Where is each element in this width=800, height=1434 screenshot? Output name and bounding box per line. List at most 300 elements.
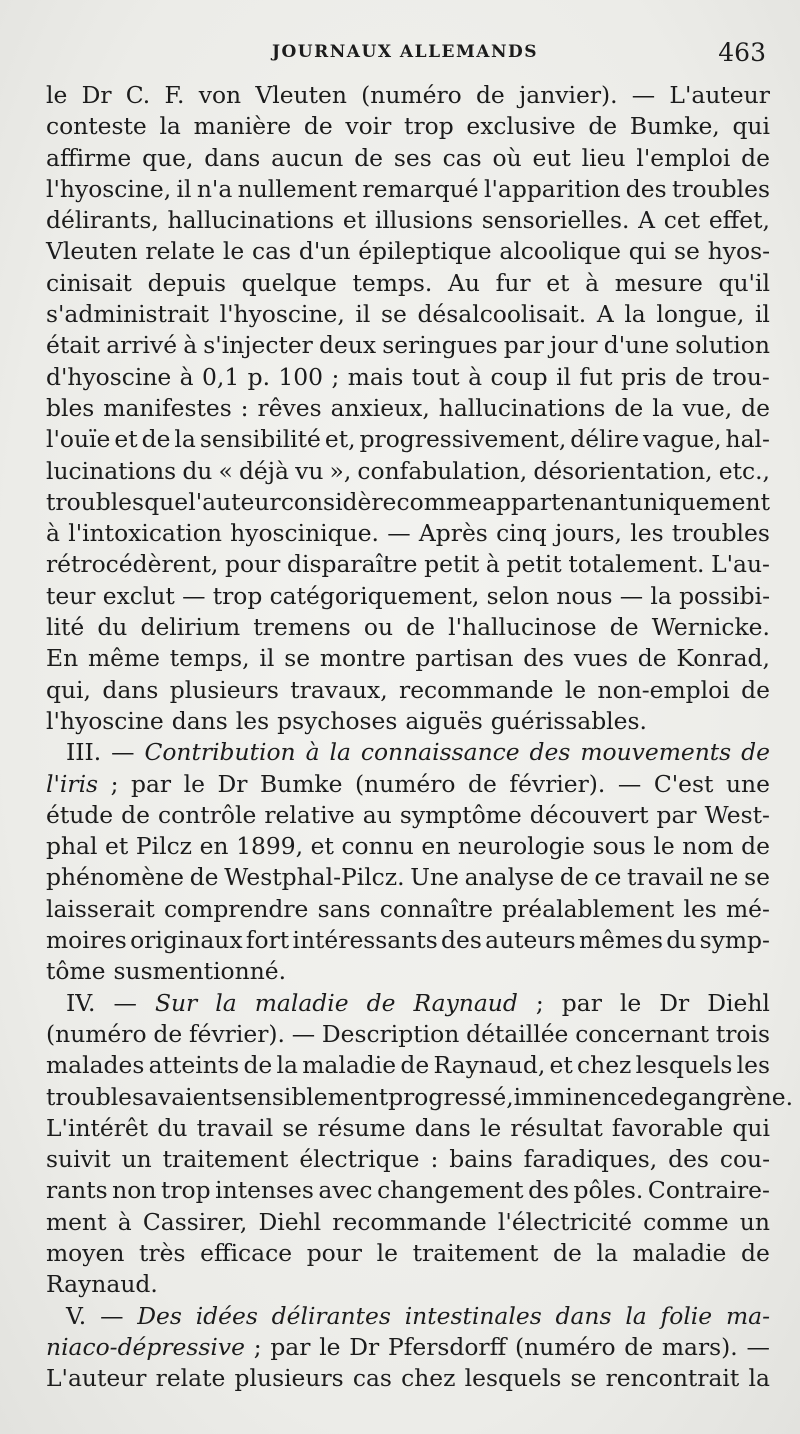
- word: progressé,: [388, 1082, 514, 1111]
- word: manifestes: [103, 393, 232, 422]
- word: détaillée: [466, 1019, 569, 1048]
- word: délirants,: [46, 206, 159, 235]
- word: cinisait: [46, 268, 132, 297]
- text-line: [46, 925, 770, 956]
- word: le: [619, 988, 642, 1017]
- word: niaco-dépressive: [46, 1332, 245, 1361]
- word: fort: [245, 926, 290, 955]
- text-line: [46, 205, 770, 236]
- word: à: [485, 550, 500, 579]
- word: en: [421, 832, 451, 861]
- word: West-: [704, 800, 770, 829]
- word: Westphal-Pilcz.: [224, 863, 405, 892]
- word: selon: [486, 581, 550, 610]
- word: de: [741, 832, 770, 861]
- text-line: [46, 988, 770, 1019]
- word: totalement.: [568, 550, 705, 579]
- word: l'apparition: [483, 174, 621, 203]
- word: déjà: [238, 456, 289, 485]
- word: de: [243, 1051, 273, 1080]
- word: l'hallucinose: [448, 613, 597, 642]
- word: de: [588, 112, 618, 141]
- word: troubles: [671, 519, 770, 548]
- word: rêves: [257, 393, 322, 422]
- word: —: [291, 1019, 316, 1048]
- word: rétrocédèrent,: [46, 550, 219, 579]
- word: originaux: [130, 926, 243, 955]
- word: la: [748, 1364, 770, 1393]
- word: En: [46, 644, 79, 673]
- word: A: [596, 300, 614, 329]
- word: aucun: [271, 143, 344, 172]
- word: —: [113, 988, 137, 1017]
- text-line: [46, 612, 770, 643]
- word: cas: [352, 1364, 392, 1393]
- word: ment: [46, 1207, 107, 1236]
- word: l'électricité: [497, 1207, 632, 1236]
- text-line: [46, 894, 770, 925]
- word: et: [105, 832, 129, 861]
- word: eut: [532, 143, 571, 172]
- word: de: [741, 1238, 770, 1267]
- word: en: [199, 832, 229, 861]
- text-line: [46, 424, 770, 455]
- word: V.: [66, 1301, 87, 1330]
- word: désalcoolisait.: [417, 300, 587, 329]
- word: plusieurs: [169, 675, 279, 704]
- word: affirme: [46, 143, 132, 172]
- word: conteste: [46, 112, 147, 141]
- word: sous: [592, 832, 646, 861]
- word: neurologie: [457, 832, 586, 861]
- text-line: [46, 456, 770, 487]
- word: Raynaud,: [433, 1051, 546, 1080]
- word: Cassirer,: [142, 1207, 248, 1236]
- word: connaissance: [360, 738, 520, 767]
- word: symptôme: [399, 800, 522, 829]
- word: du: [182, 456, 213, 485]
- word: qui: [732, 1113, 770, 1142]
- word: Bumke,: [629, 112, 720, 141]
- word: sensorielles.: [481, 206, 630, 235]
- word: moires: [46, 926, 127, 955]
- word: de: [303, 112, 333, 141]
- word: traitement: [412, 1238, 539, 1267]
- word: temps,: [169, 644, 250, 673]
- word: délirantes: [271, 1301, 391, 1330]
- text-line: [46, 956, 770, 987]
- word: changement: [377, 1176, 524, 1205]
- word: s'administrait: [46, 300, 209, 329]
- text-line: [46, 1363, 770, 1394]
- word: (numéro: [514, 1332, 616, 1361]
- word: favorable: [611, 1113, 724, 1142]
- text-line: [46, 236, 770, 267]
- word: n'a: [196, 174, 233, 203]
- text-line: [46, 80, 770, 111]
- word: trop: [212, 581, 263, 610]
- word: L'au-: [711, 550, 770, 579]
- word: —: [617, 769, 642, 798]
- word: d'hyoscine: [46, 362, 172, 391]
- word: se: [284, 644, 311, 673]
- word: partisan: [415, 644, 514, 673]
- text-line: [46, 330, 770, 361]
- text-line: [46, 1113, 770, 1144]
- text-line: [46, 769, 770, 800]
- word: au: [362, 800, 392, 829]
- word: mouvements: [580, 738, 732, 767]
- word: auteurs: [485, 926, 576, 955]
- word: folie: [660, 1301, 713, 1330]
- text-line: [46, 268, 770, 299]
- word: la: [625, 1301, 647, 1330]
- word: non: [112, 1176, 157, 1205]
- word: cou-: [719, 1145, 770, 1174]
- word: Après: [418, 519, 488, 548]
- word: troubles: [46, 487, 145, 516]
- word: moyen: [46, 1238, 125, 1267]
- word: Diehl: [258, 1207, 322, 1236]
- word: fur: [495, 268, 531, 297]
- word: de: [468, 769, 497, 798]
- text-line: [46, 1050, 770, 1081]
- word: ne: [709, 863, 739, 892]
- word: où: [492, 143, 522, 172]
- word: ses: [393, 143, 432, 172]
- word: non-emploi: [597, 675, 730, 704]
- word: lesquels: [464, 1364, 562, 1393]
- word: du: [666, 926, 697, 955]
- word: comprendre: [163, 894, 309, 923]
- word: se: [380, 300, 407, 329]
- word: une: [725, 769, 770, 798]
- word: à: [179, 362, 194, 391]
- word: ;: [110, 769, 119, 798]
- word: recommande: [332, 1207, 487, 1236]
- word: de: [406, 613, 435, 642]
- word: qui: [628, 237, 667, 266]
- word: désorientation,: [533, 456, 713, 485]
- word: connaître: [379, 894, 493, 923]
- word: laisserait: [46, 894, 155, 923]
- word: et: [549, 1051, 573, 1080]
- word: travail: [196, 1113, 274, 1142]
- word: de: [674, 362, 704, 391]
- word: manière: [193, 112, 292, 141]
- word: guérissables.: [490, 706, 647, 735]
- word: p.: [247, 362, 271, 391]
- text-line: [46, 1144, 770, 1175]
- word: (numéro: [354, 769, 456, 798]
- word: de: [475, 81, 505, 109]
- word: des: [529, 738, 571, 767]
- word: mé-: [726, 894, 770, 923]
- word: idées: [195, 1301, 258, 1330]
- word: chez: [577, 1051, 632, 1080]
- word: pour: [306, 1238, 362, 1267]
- word: un: [739, 1207, 770, 1236]
- word: et: [342, 206, 367, 235]
- word: de: [553, 1238, 582, 1267]
- word: tremens: [253, 613, 351, 642]
- word: remarqué: [362, 174, 479, 203]
- word: —: [100, 1301, 124, 1330]
- word: depuis: [147, 268, 226, 297]
- word: dans: [555, 1301, 612, 1330]
- word: jours,: [554, 519, 622, 548]
- word: de: [354, 143, 384, 172]
- word: par: [270, 1332, 311, 1361]
- word: la: [276, 1051, 298, 1080]
- word: résume: [317, 1113, 406, 1142]
- word: la: [174, 425, 196, 454]
- word: (numéro: [46, 1019, 147, 1048]
- word: A: [638, 206, 656, 235]
- word: Description: [321, 1019, 460, 1048]
- word: chez: [401, 1364, 456, 1393]
- word: exclusive: [466, 112, 576, 141]
- word: dans: [171, 706, 228, 735]
- word: vague,: [643, 425, 722, 454]
- word: mesure: [614, 268, 703, 297]
- word: l'auteur: [188, 487, 281, 516]
- word: l'intoxication: [68, 519, 222, 548]
- word: etc.,: [718, 456, 770, 485]
- text-line: [46, 800, 770, 831]
- word: de: [637, 644, 667, 673]
- word: Dr: [217, 769, 248, 798]
- word: F.: [164, 81, 185, 109]
- word: vues: [573, 644, 628, 673]
- word: Contribution: [144, 738, 296, 767]
- word: cet: [663, 206, 701, 235]
- text-line: [46, 393, 770, 424]
- word: susmentionné.: [113, 957, 287, 986]
- text-line: [46, 1238, 770, 1269]
- word: 100: [278, 362, 324, 391]
- word: avaient: [144, 1082, 231, 1111]
- word: Contraire-: [647, 1176, 770, 1205]
- word: longue,: [656, 300, 745, 329]
- word: des: [441, 926, 482, 955]
- word: cinq: [496, 519, 547, 548]
- text-line: [46, 1269, 770, 1300]
- word: maladie: [254, 988, 349, 1017]
- word: C'est: [653, 769, 714, 798]
- word: »,: [329, 456, 352, 485]
- word: Des: [137, 1301, 182, 1330]
- text-line: [46, 299, 770, 330]
- text-line: [46, 111, 770, 142]
- word: mêmes: [578, 926, 663, 955]
- word: de: [189, 863, 219, 892]
- word: connu: [341, 832, 414, 861]
- word: pôles.: [573, 1176, 644, 1205]
- running-title: JOURNAUX ALLEMANDS: [271, 42, 539, 62]
- word: recommande: [399, 675, 554, 704]
- word: de: [741, 143, 770, 172]
- word: qui,: [46, 675, 91, 704]
- word: —: [631, 81, 656, 109]
- word: (numéro: [361, 81, 462, 109]
- word: cas: [252, 237, 292, 266]
- word: pris: [620, 362, 667, 391]
- word: février).: [188, 1019, 285, 1048]
- word: l'hyoscine: [46, 706, 164, 735]
- word: le: [222, 237, 245, 266]
- word: et: [546, 268, 570, 297]
- word: Bumke: [259, 769, 343, 798]
- word: lieu: [581, 143, 626, 172]
- word: vu: [295, 456, 324, 485]
- word: il: [176, 174, 192, 203]
- word: Dr: [81, 81, 112, 109]
- word: hallucinations: [167, 206, 335, 235]
- word: même: [87, 644, 160, 673]
- text-line: [46, 1175, 770, 1206]
- word: de: [741, 738, 770, 767]
- word: 1899,: [236, 832, 304, 861]
- word: s'injecter: [203, 331, 313, 360]
- word: trou-: [712, 362, 770, 391]
- word: exclut: [102, 581, 175, 610]
- word: sensiblement: [230, 1082, 389, 1111]
- word: l'hyoscine,: [219, 300, 345, 329]
- word: l'iris: [46, 769, 99, 798]
- word: février).: [509, 769, 606, 798]
- word: tout: [411, 362, 460, 391]
- word: atteints: [148, 1051, 240, 1080]
- word: de: [559, 863, 589, 892]
- word: par: [656, 800, 697, 829]
- word: quelque: [241, 268, 337, 297]
- word: sans: [317, 894, 371, 923]
- word: travaux,: [290, 675, 388, 704]
- word: lucinations: [46, 456, 177, 485]
- word: aiguës: [405, 706, 483, 735]
- word: appartenant: [482, 487, 628, 516]
- word: le: [319, 1332, 341, 1361]
- word: se: [744, 863, 770, 892]
- word: concernant: [575, 1019, 710, 1048]
- word: L'auteur: [46, 1364, 147, 1393]
- word: III.: [66, 738, 102, 767]
- word: de: [153, 1019, 183, 1048]
- word: trop: [404, 112, 454, 141]
- word: psychoses: [277, 706, 398, 735]
- word: préalablement: [502, 894, 675, 923]
- word: de: [624, 1332, 654, 1361]
- word: —: [619, 581, 644, 610]
- word: ;: [331, 362, 340, 391]
- text-line: [46, 518, 770, 549]
- word: dans: [204, 143, 261, 172]
- word: hallucinations: [438, 393, 606, 422]
- word: un: [121, 1145, 152, 1174]
- word: effet,: [708, 206, 770, 235]
- word: pour: [225, 550, 281, 579]
- word: que: [144, 487, 189, 516]
- word: la: [650, 581, 672, 610]
- word: :: [240, 393, 249, 422]
- word: intestinales: [404, 1301, 542, 1330]
- word: des: [625, 174, 667, 203]
- word: de: [366, 988, 396, 1017]
- word: de: [741, 393, 770, 422]
- text-line: [46, 675, 770, 706]
- word: la: [652, 393, 674, 422]
- word: rencontrait: [605, 1364, 740, 1393]
- word: et: [114, 425, 138, 454]
- word: cas: [442, 143, 482, 172]
- word: la: [596, 1238, 618, 1267]
- word: qu'il: [718, 268, 770, 297]
- word: janvier).: [519, 81, 618, 109]
- word: lité: [46, 613, 85, 642]
- word: les: [630, 519, 664, 548]
- word: le: [46, 81, 68, 109]
- word: et,: [324, 425, 356, 454]
- word: deux: [319, 331, 377, 360]
- word: montre: [319, 644, 406, 673]
- word: symp-: [699, 926, 770, 955]
- word: il: [355, 300, 371, 329]
- word: l'emploi: [636, 143, 731, 172]
- word: lesquels: [635, 1051, 733, 1080]
- word: coup: [490, 362, 548, 391]
- word: Pilcz: [135, 832, 192, 861]
- word: ;: [253, 1332, 262, 1361]
- word: avec: [318, 1176, 373, 1205]
- word: la: [159, 112, 181, 141]
- word: intenses: [215, 1176, 314, 1205]
- word: comme: [396, 487, 482, 516]
- word: Sur: [154, 988, 198, 1017]
- word: les: [235, 706, 270, 735]
- word: Au: [448, 268, 480, 297]
- word: se: [282, 1113, 309, 1142]
- word: phal: [46, 832, 98, 861]
- word: résultat: [510, 1113, 603, 1142]
- word: L'auteur: [669, 81, 770, 109]
- word: dans: [102, 675, 159, 704]
- word: le: [183, 769, 205, 798]
- word: relate: [145, 237, 216, 266]
- word: solution: [675, 331, 770, 360]
- word: teur: [46, 581, 96, 610]
- word: anxieux,: [330, 393, 430, 422]
- word: Raynaud: [413, 988, 518, 1017]
- word: troubles: [46, 1082, 145, 1111]
- word: L'intérêt: [46, 1113, 149, 1142]
- word: de: [121, 800, 150, 829]
- text-line: [46, 643, 770, 674]
- word: le: [479, 1113, 502, 1142]
- word: C.: [125, 81, 151, 109]
- word: électrique: [299, 1145, 420, 1174]
- text-line: [46, 862, 770, 893]
- word: Vleuten: [255, 81, 347, 109]
- word: phénomène: [46, 863, 184, 892]
- word: dans: [414, 1113, 471, 1142]
- word: delirium: [140, 613, 241, 642]
- word: il: [556, 362, 572, 391]
- word: alcoolique: [499, 237, 621, 266]
- word: des: [668, 1145, 709, 1174]
- word: bains: [449, 1145, 513, 1174]
- word: 0,1: [202, 362, 240, 391]
